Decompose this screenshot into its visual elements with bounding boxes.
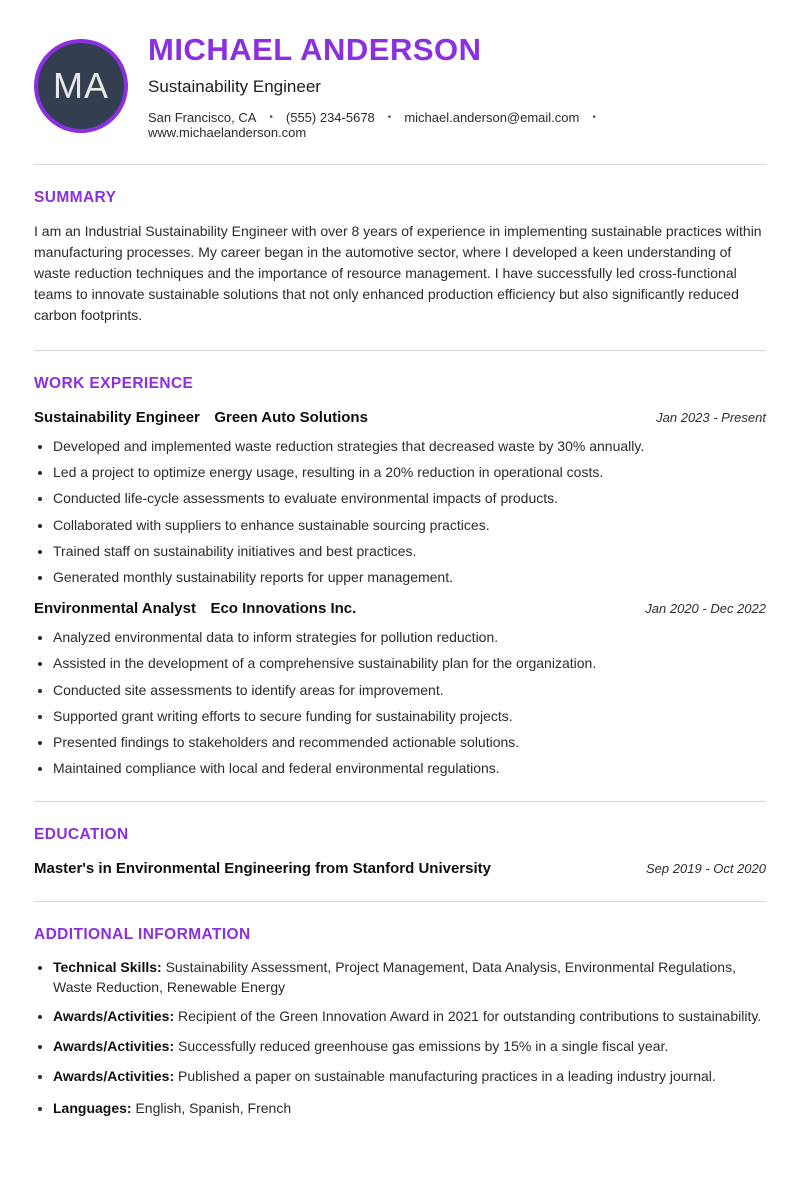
section-divider — [34, 164, 766, 165]
contact-phone: (555) 234-5678 — [285, 110, 375, 125]
job-header — [34, 600, 766, 618]
additional-item-text: Sustainability Assessment, Project Management, Data Analysis, Environmental Regulations, Waste Reduction, Renewable Energy — [53, 959, 736, 995]
contact-email[interactable]: michael.anderson@email.com — [404, 110, 580, 125]
additional-item-label: Awards/Activities: — [53, 1008, 175, 1025]
section-divider — [34, 350, 766, 351]
candidate-name: MICHAEL ANDERSON — [148, 32, 482, 67]
job-entry — [34, 409, 766, 586]
job-header — [34, 409, 766, 427]
job-bullet-list — [34, 437, 766, 586]
work-experience-section — [34, 375, 766, 777]
avatar — [34, 39, 128, 133]
additional-list — [34, 958, 766, 1119]
avatar-initials: MA — [53, 65, 109, 106]
job-bullet: • Supported grant writing efforts to secure funding for sustainability projects. — [53, 707, 766, 725]
additional-item — [53, 1007, 766, 1027]
education-section — [34, 826, 766, 877]
job-bullet: • Generated monthly sustainability reports for upper management. — [53, 568, 766, 586]
job-position: Sustainability Engineer — [34, 409, 200, 426]
job-bullet: • Collaborated with suppliers to enhance sustainable sourcing practices. — [53, 516, 766, 534]
job-entry — [34, 600, 766, 777]
additional-item-text: Recipient of the Green Innovation Award in 2021 for outstanding contributions to sustainability. — [178, 1008, 762, 1025]
job-title-line — [34, 409, 368, 427]
additional-information-heading: ADDITIONAL INFORMATION — [34, 926, 251, 944]
header-text — [148, 32, 766, 140]
job-bullet: • Developed and implemented waste reduction strategies that decreased waste by 30% annually. — [53, 437, 766, 455]
job-bullet: • Assisted in the development of a comprehensive sustainability plan for the organization. — [53, 654, 766, 672]
additional-item — [53, 958, 766, 997]
additional-item-label: Languages: — [53, 1100, 132, 1117]
job-bullet: • Conducted life-cycle assessments to evaluate environmental impacts of products. — [53, 489, 766, 507]
contact-separator-dot: • — [387, 112, 392, 123]
additional-item-label: Awards/Activities: — [53, 1038, 175, 1055]
job-position: Environmental Analyst — [34, 600, 196, 618]
additional-information-section — [34, 926, 766, 1119]
education-entry — [34, 860, 766, 877]
additional-item-text: English, Spanish, French — [135, 1100, 292, 1117]
contact-separator-dot: • — [592, 112, 596, 123]
additional-item — [53, 1037, 766, 1057]
job-title-line — [34, 600, 356, 618]
additional-item-label: Awards/Activities: — [53, 1067, 175, 1084]
education-degree: Master's in Environmental Engineering from Stanford University — [34, 860, 491, 878]
summary-heading: SUMMARY — [34, 189, 117, 206]
contact-separator-dot: • — [269, 112, 273, 123]
candidate-title: Sustainability Engineer — [148, 77, 321, 96]
job-dates: Jan 2023 - Present — [656, 410, 766, 425]
job-bullet: • Maintained compliance with local and federal environmental regulations. — [53, 759, 766, 777]
contact-row — [148, 110, 766, 140]
work-experience-heading: WORK EXPERIENCE — [34, 375, 194, 392]
additional-item — [53, 1067, 766, 1087]
education-heading: EDUCATION — [34, 826, 129, 844]
job-bullet: • Led a project to optimize energy usage, resulting in a 20% reduction in operational costs. — [53, 463, 766, 481]
additional-item-text: Published a paper on sustainable manufacturing practices in a leading industry journal. — [178, 1067, 716, 1084]
contact-location: San Francisco, CA — [148, 110, 257, 125]
additional-item — [53, 1099, 766, 1119]
job-company: Eco Innovations Inc. — [210, 600, 357, 618]
additional-item-label: Technical Skills: — [53, 959, 162, 976]
education-dates: Sep 2019 - Oct 2020 — [646, 861, 766, 877]
job-bullet: • Conducted site assessments to identify areas for improvement. — [53, 681, 766, 699]
job-bullet: • Analyzed environmental data to inform strategies for pollution reduction. — [53, 628, 766, 646]
section-divider — [34, 901, 766, 902]
section-divider — [34, 801, 766, 802]
job-company: Green Auto Solutions — [214, 409, 368, 426]
additional-item-text: Successfully reduced greenhouse gas emissions by 15% in a single fiscal year. — [178, 1038, 669, 1055]
resume-header — [34, 24, 766, 140]
contact-website[interactable]: www.michaelanderson.com — [148, 125, 307, 140]
job-bullet-list — [34, 628, 766, 777]
job-bullet: • Presented findings to stakeholders and recommended actionable solutions. — [53, 733, 766, 751]
job-bullet: • Trained staff on sustainability initiatives and best practices. — [53, 542, 766, 560]
summary-text: I am an Industrial Sustainability Engineer with over 8 years of experience in implementing sustainable practices within manufacturing processes. My career began in the automotive sector, where I developed a keen understanding of waste reduction techniques and the importance of resource management. I have successfully led cross-functional teams to innovate sustainable solutions that not only enhanced production efficiency but also significantly reduced carbon footprints. — [34, 223, 762, 323]
summary-section — [34, 189, 766, 326]
job-dates: Jan 2020 - Dec 2022 — [645, 601, 766, 617]
